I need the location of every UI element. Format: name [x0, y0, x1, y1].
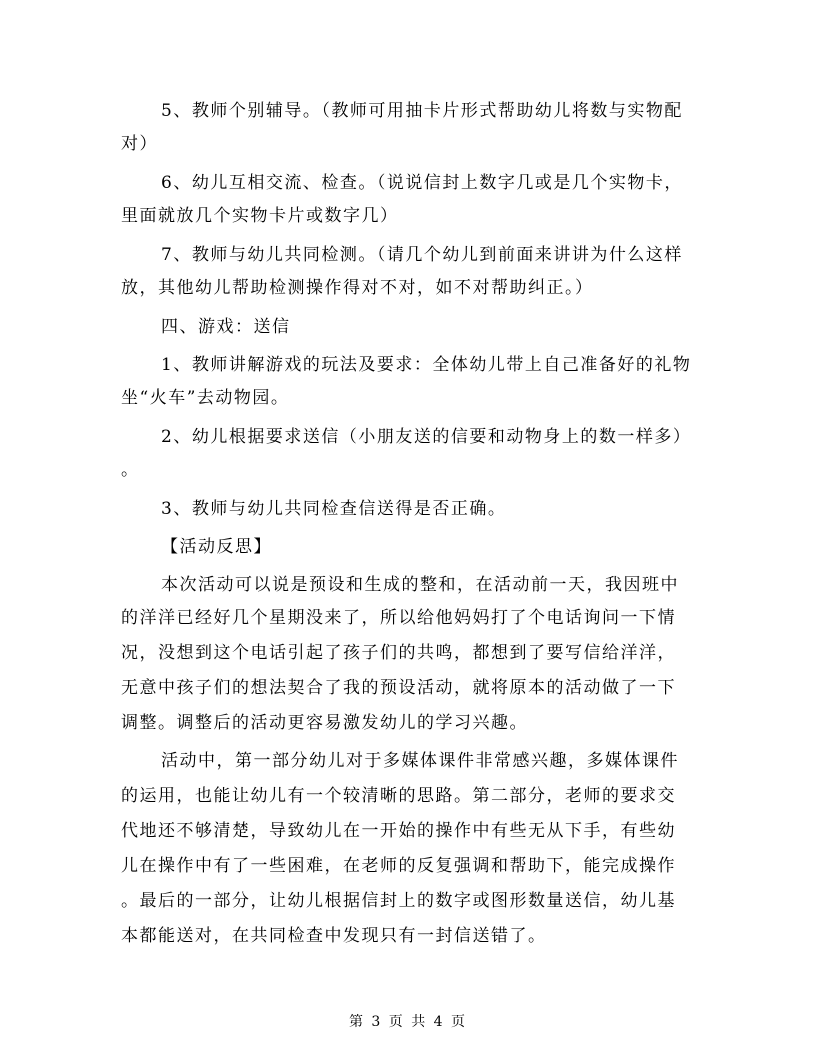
text-line: 。最后的一部分，让幼儿根据信封上的数字或图形数量送信，幼儿基: [121, 891, 676, 911]
text-line: 况，没想到这个电话引起了孩子们的共鸣，都想到了要写信给洋洋，: [121, 643, 676, 663]
text-line: 坐“火车”去动物园。: [121, 388, 290, 408]
text-line: 3、教师与幼儿共同检查信送得是否正确。: [161, 499, 507, 519]
text-line: 6、幼儿互相交流、检查。（说说信封上数字几或是几个实物卡，: [161, 173, 683, 193]
text-line: 1、教师讲解游戏的玩法及要求：全体幼儿带上自己准备好的礼物: [161, 355, 692, 375]
text-line: 里面就放几个实物卡片或数字几）: [121, 206, 399, 226]
text-line: 本都能送对，在共同检查中发现只有一封信送错了。: [121, 926, 547, 946]
text-line: 活动中，第一部分幼儿对于多媒体课件非常感兴趣，多媒体课件: [161, 751, 679, 771]
text-line: 7、教师与幼儿共同检测。（请几个幼儿到前面来讲讲为什么这样: [161, 245, 683, 265]
text-line: 5、教师个别辅导。（教师可用抽卡片形式帮助幼儿将数与实物配: [161, 101, 683, 121]
text-line: 本次活动可以说是预设和生成的整和，在活动前一天，我因班中: [161, 575, 679, 595]
section-heading: 四、游戏：送信: [161, 317, 291, 337]
text-line: 无意中孩子们的想法契合了我的预设活动，就将原本的活动做了一下: [121, 678, 676, 698]
text-line: 儿在操作中有了一些困难，在老师的反复强调和帮助下，能完成操作: [121, 856, 676, 876]
text-line: 放，其他幼儿帮助检测操作得对不对，如不对帮助纠正。）: [121, 278, 594, 298]
page-number-footer: 第 3 页 共 4 页: [348, 1014, 468, 1030]
text-line: 的洋洋已经好几个星期没来了，所以给他妈妈打了个电话询问一下情: [121, 608, 676, 628]
text-line: 的运用，也能让幼儿有一个较清晰的思路。第二部分，老师的要求交: [121, 786, 676, 806]
text-line: 调整。调整后的活动更容易激发幼儿的学习兴趣。: [121, 713, 528, 733]
text-line: 2、幼儿根据要求送信（小朋友送的信要和动物身上的数一样多）: [161, 427, 692, 447]
text-line: 对）: [121, 134, 158, 154]
section-heading: 【活动反思】: [161, 537, 272, 557]
text-line: 代地还不够清楚，导致幼儿在一开始的操作中有些无从下手，有些幼: [121, 821, 676, 841]
text-line: 。: [121, 460, 140, 480]
